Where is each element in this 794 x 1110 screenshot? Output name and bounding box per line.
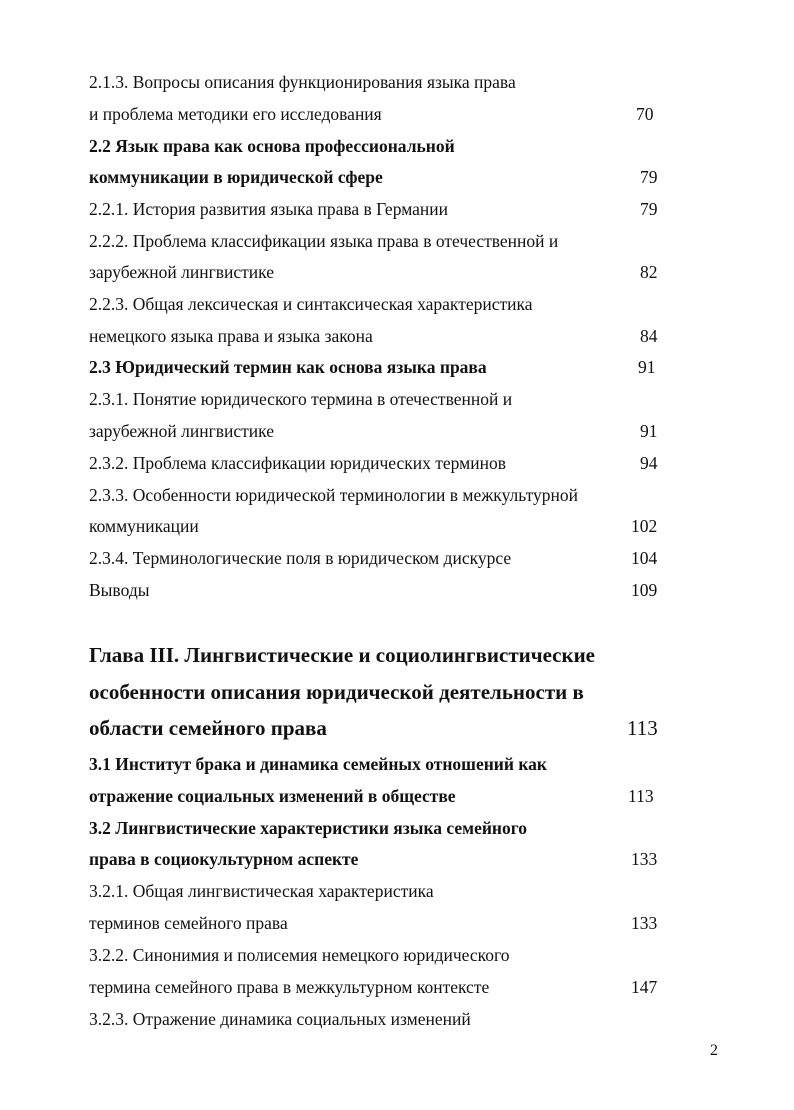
toc-entry-title: 2.2 Язык права как основа профессиональной (89, 136, 455, 156)
toc-entry (0, 542, 794, 574)
toc-entry-title: 2.3.2. Проблема классификации юридических терминов (89, 453, 506, 473)
toc-entry-page: 133 (631, 849, 658, 869)
toc-entry-page: 104 (631, 548, 658, 568)
toc-entry-title: 3.2.1. Общая лингвистическая характеристика (89, 881, 434, 901)
toc-entry-title: 2.3.4. Терминологические поля в юридическом дискурсе (89, 548, 512, 568)
toc-entry (0, 193, 794, 225)
toc-entry (0, 320, 794, 352)
toc-entry (0, 510, 794, 542)
toc-entry-title: 2.2.3. Общая лексическая и синтаксическая характеристика (89, 294, 533, 314)
toc-entry (0, 98, 794, 130)
toc-entry-page: 70 (636, 104, 654, 124)
toc-entry-page: 113 (627, 716, 658, 740)
toc-section-heading (0, 161, 794, 193)
toc-entry (0, 479, 794, 511)
toc-entry-page: 79 (640, 167, 658, 187)
toc-entry-title: области семейного права (89, 716, 327, 740)
toc-entry-title: немецкого языка права и языка закона (89, 326, 373, 346)
toc-entry-page: 94 (640, 453, 658, 473)
toc-section-heading (0, 780, 794, 812)
toc-entry-title: отражение социальных изменений в обществе (89, 786, 456, 806)
toc-entry (0, 256, 794, 288)
toc-entry-title: коммуникации в юридической сфере (89, 167, 383, 187)
page-number: 2 (710, 1042, 718, 1059)
toc-entry-page: 82 (640, 262, 658, 282)
toc-entry-title: 3.2 Лингвистические характеристики языка семейного (89, 818, 528, 838)
toc-entry-title: Глава III. Лингвистические и социолингвистические (89, 643, 595, 667)
toc-entry-title: зарубежной лингвистике (89, 421, 274, 441)
toc-entry (0, 447, 794, 479)
toc-entry (0, 907, 794, 939)
toc-section-heading (0, 351, 794, 383)
toc-entry-title: Выводы (89, 580, 150, 600)
toc-entry (0, 939, 794, 971)
toc-entry-title: 2.3.3. Особенности юридической терминологии в межкультурной (89, 485, 578, 505)
toc-entry-title: особенности описания юридической деятельности в (89, 680, 584, 704)
toc-entry-page: 79 (640, 199, 658, 219)
toc-entry (0, 225, 794, 257)
toc-entry (0, 383, 794, 415)
toc-entry-page: 133 (631, 913, 658, 933)
toc-entry-page: 84 (640, 326, 658, 346)
toc-entry-title: термина семейного права в межкультурном контексте (89, 977, 490, 997)
toc-entry-page: 109 (631, 580, 658, 600)
toc-entry-title: и проблема методики его исследования (89, 104, 382, 124)
toc-section-heading (0, 748, 794, 780)
toc-entry-title: 2.2.1. История развития языка права в Германии (89, 199, 449, 219)
toc-entry-title: коммуникации (89, 516, 199, 536)
toc-entry-title: 2.3.1. Понятие юридического термина в отечественной и (89, 389, 513, 409)
toc-entry (0, 971, 794, 1003)
toc-entry-title: права в социокультурном аспекте (89, 849, 359, 869)
toc-entry-page: 113 (628, 786, 654, 806)
toc-entry-title: терминов семейного права (89, 913, 288, 933)
toc-entry-title: 3.1 Институт брака и динамика семейных отношений как (89, 754, 547, 774)
toc-chapter-heading (0, 637, 794, 673)
toc-entry-page: 147 (631, 977, 658, 997)
toc-entry-page: 91 (638, 357, 656, 377)
toc-entry (0, 574, 794, 606)
toc-entry (0, 1003, 794, 1035)
toc-entry-title: зарубежной лингвистике (89, 262, 274, 282)
toc-section-heading (0, 843, 794, 875)
toc-chapter-heading (0, 710, 794, 746)
toc-section-heading (0, 812, 794, 844)
toc-entry-page: 102 (631, 516, 658, 536)
toc-entry-title: 2.3 Юридический термин как основа языка права (89, 357, 487, 377)
toc-entry-title: 3.2.2. Синонимия и полисемия немецкого юридического (89, 945, 510, 965)
toc-entry-title: 2.1.3. Вопросы описания функционирования языка права (89, 72, 516, 92)
toc-entry-title: 2.2.2. Проблема классификации языка права в отечественной и (89, 231, 559, 251)
toc-entry (0, 288, 794, 320)
toc-entry (0, 66, 794, 98)
toc-entry-page: 91 (640, 421, 658, 441)
toc-section-heading (0, 130, 794, 162)
toc-chapter-heading (0, 674, 794, 710)
toc-entry (0, 875, 794, 907)
toc-entry-title: 3.2.3. Отражение динамика социальных изменений (89, 1009, 471, 1029)
toc-entry (0, 415, 794, 447)
